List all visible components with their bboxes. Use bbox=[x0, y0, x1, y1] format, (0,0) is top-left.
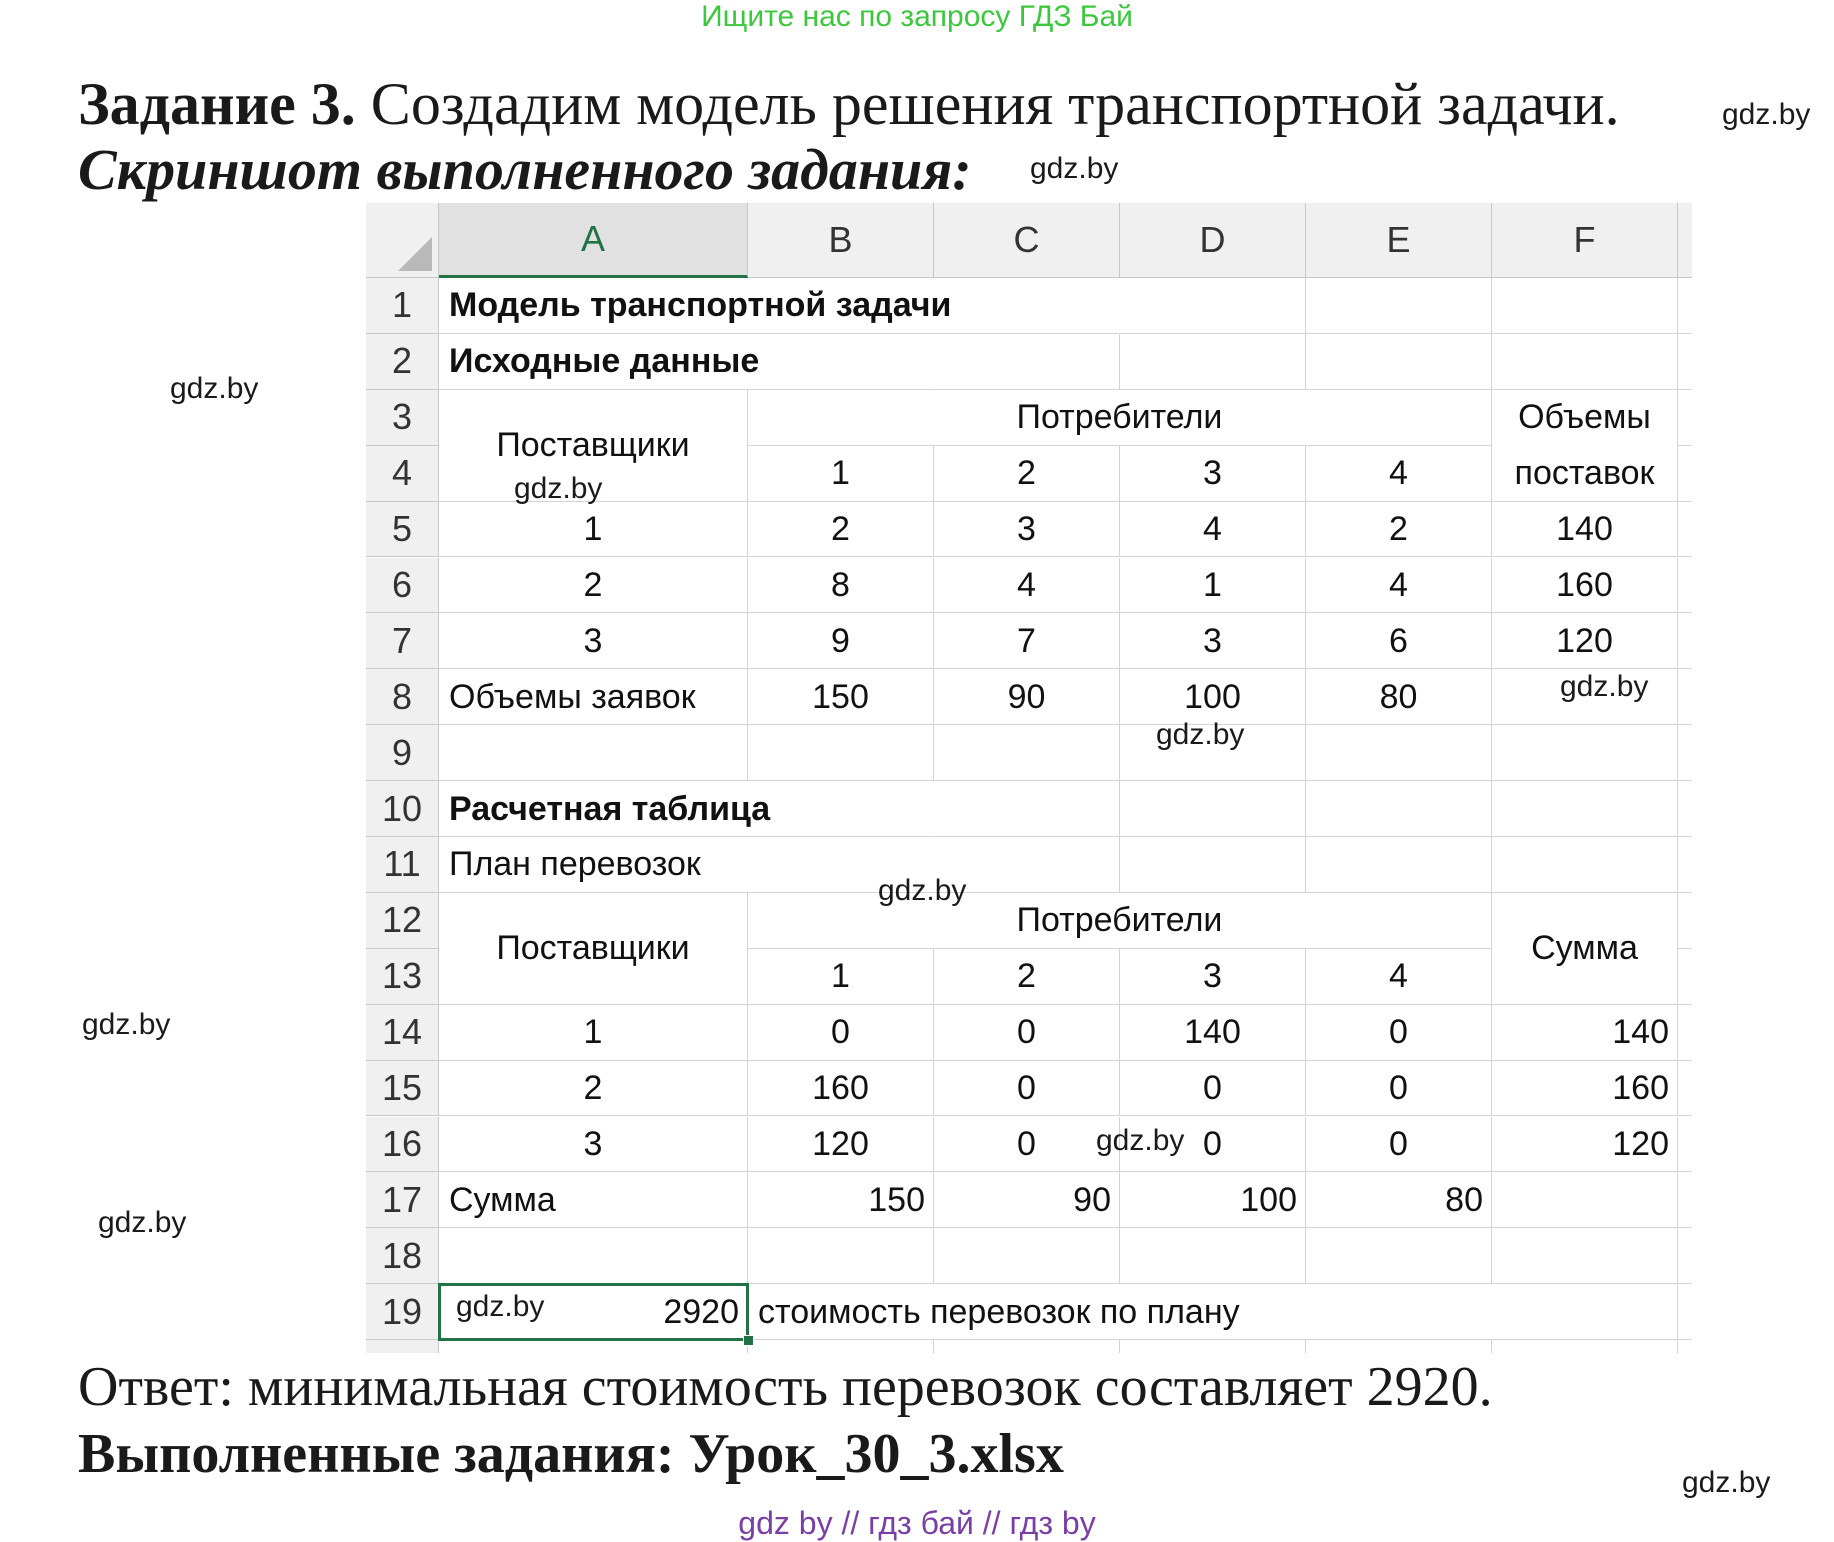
select-all-corner[interactable] bbox=[366, 203, 439, 278]
watermark: gdz.by bbox=[1722, 98, 1811, 131]
row-header-6[interactable]: 6 bbox=[366, 558, 439, 614]
cell[interactable] bbox=[1678, 278, 1692, 334]
spreadsheet-screenshot bbox=[366, 203, 1692, 1353]
cell[interactable] bbox=[1306, 837, 1492, 893]
column-header-e[interactable]: E bbox=[1306, 203, 1492, 278]
cell[interactable] bbox=[1678, 781, 1692, 837]
cell[interactable] bbox=[1678, 1228, 1692, 1284]
cell[interactable] bbox=[1306, 334, 1492, 390]
cost-value[interactable]: 1 bbox=[1120, 558, 1306, 614]
cell[interactable] bbox=[1306, 278, 1492, 334]
column-sum-value[interactable]: 100 bbox=[1120, 1172, 1306, 1228]
supplier-number[interactable]: 3 bbox=[439, 613, 748, 669]
plan-consumer-number[interactable]: 2 bbox=[934, 949, 1120, 1005]
row-header-2[interactable]: 2 bbox=[366, 334, 439, 390]
watermark: gdz.by bbox=[98, 1206, 187, 1239]
cell[interactable] bbox=[439, 1340, 748, 1353]
total-cost-label[interactable]: стоимость перевозок по плану bbox=[748, 1284, 1492, 1340]
watermark: gdz.by bbox=[1682, 1466, 1771, 1499]
cell[interactable] bbox=[1678, 1172, 1692, 1228]
plan-supplier-number[interactable]: 1 bbox=[439, 1005, 748, 1061]
task-heading bbox=[78, 70, 1620, 139]
completed-file: Выполненные задания: Урок_30_3.xlsx bbox=[78, 1423, 1064, 1485]
cell[interactable] bbox=[1492, 1228, 1678, 1284]
supply-value[interactable]: 160 bbox=[1492, 558, 1678, 614]
consumer-number[interactable]: 3 bbox=[1120, 446, 1306, 502]
watermark: gdz.by bbox=[1156, 718, 1245, 751]
cost-value[interactable]: 4 bbox=[934, 558, 1120, 614]
cell[interactable] bbox=[1678, 1061, 1692, 1117]
row-header-3[interactable]: 3 bbox=[366, 390, 439, 446]
supply-volumes-label[interactable] bbox=[1492, 390, 1678, 502]
row-sum-value[interactable]: 160 bbox=[1492, 1061, 1678, 1117]
row-header-15[interactable]: 15 bbox=[366, 1061, 439, 1117]
cost-value[interactable]: 4 bbox=[1120, 502, 1306, 558]
row-header-5[interactable]: 5 bbox=[366, 502, 439, 558]
cost-value[interactable]: 8 bbox=[748, 558, 934, 614]
demand-value[interactable]: 90 bbox=[934, 669, 1120, 725]
column-header-d[interactable]: D bbox=[1120, 203, 1306, 278]
footer-links: gdz by // гдз бай // гдз by bbox=[738, 1505, 1096, 1541]
cell[interactable] bbox=[1678, 837, 1692, 893]
cell[interactable] bbox=[1678, 1005, 1692, 1061]
plan-value[interactable]: 0 bbox=[1306, 1005, 1492, 1061]
plan-suppliers-label[interactable]: Поставщики bbox=[439, 893, 748, 1005]
cost-value[interactable]: 7 bbox=[934, 613, 1120, 669]
demand-value[interactable]: 100 bbox=[1120, 669, 1306, 725]
row-header-14[interactable]: 14 bbox=[366, 1005, 439, 1061]
row-header-17[interactable]: 17 bbox=[366, 1172, 439, 1228]
row-header-10[interactable]: 10 bbox=[366, 781, 439, 837]
demand-label[interactable]: Объемы заявок bbox=[439, 669, 748, 725]
column-sum-value[interactable]: 150 bbox=[748, 1172, 934, 1228]
cell[interactable] bbox=[1678, 502, 1692, 558]
cell[interactable] bbox=[1492, 334, 1678, 390]
cell[interactable] bbox=[748, 725, 934, 781]
cell[interactable] bbox=[1492, 278, 1678, 334]
plan-value[interactable]: 0 bbox=[934, 1117, 1120, 1173]
cell[interactable] bbox=[1492, 781, 1678, 837]
cost-value[interactable]: 3 bbox=[1120, 613, 1306, 669]
consumer-number[interactable]: 2 bbox=[934, 446, 1120, 502]
cell[interactable] bbox=[1678, 949, 1692, 1005]
consumers-label[interactable]: Потребители bbox=[748, 390, 1492, 446]
watermark: gdz.by bbox=[878, 874, 967, 907]
column-header-g[interactable] bbox=[1678, 203, 1692, 278]
cell[interactable] bbox=[1678, 1340, 1692, 1353]
cell[interactable] bbox=[1678, 725, 1692, 781]
supplier-number[interactable]: 2 bbox=[439, 558, 748, 614]
cost-value[interactable]: 4 bbox=[1306, 558, 1492, 614]
cell[interactable] bbox=[1306, 1340, 1492, 1353]
cell[interactable] bbox=[1120, 278, 1306, 334]
watermark: gdz.by bbox=[170, 372, 259, 405]
row-header-19[interactable]: 19 bbox=[366, 1284, 439, 1340]
plan-consumer-number[interactable]: 3 bbox=[1120, 949, 1306, 1005]
column-sum-value[interactable]: 80 bbox=[1306, 1172, 1492, 1228]
suppliers-label[interactable]: Поставщики bbox=[439, 390, 748, 502]
cell[interactable] bbox=[934, 1228, 1120, 1284]
cell[interactable] bbox=[1678, 558, 1692, 614]
cell[interactable] bbox=[1120, 1340, 1306, 1353]
row-header-18[interactable]: 18 bbox=[366, 1228, 439, 1284]
plan-value[interactable]: 0 bbox=[1120, 1117, 1306, 1173]
plan-value[interactable]: 0 bbox=[1306, 1061, 1492, 1117]
supply-volumes-label-line1: Объемы bbox=[1518, 398, 1651, 437]
plan-value[interactable]: 140 bbox=[1120, 1005, 1306, 1061]
task-text: Создадим модель решения транспортной задачи. bbox=[355, 71, 1620, 137]
cell[interactable] bbox=[1120, 1228, 1306, 1284]
cell[interactable] bbox=[934, 781, 1120, 837]
plan-value[interactable]: 0 bbox=[934, 1061, 1120, 1117]
cell[interactable] bbox=[439, 725, 748, 781]
plan-value[interactable]: 0 bbox=[748, 1005, 934, 1061]
cell[interactable] bbox=[1492, 1340, 1678, 1353]
row-header-1[interactable]: 1 bbox=[366, 278, 439, 334]
cell[interactable] bbox=[1678, 1284, 1692, 1340]
demand-value[interactable]: 150 bbox=[748, 669, 934, 725]
plan-value[interactable]: 0 bbox=[1120, 1061, 1306, 1117]
cell[interactable] bbox=[1306, 725, 1492, 781]
row-sum-value[interactable]: 140 bbox=[1492, 1005, 1678, 1061]
row-header-11[interactable]: 11 bbox=[366, 837, 439, 893]
cell[interactable] bbox=[1306, 1228, 1492, 1284]
cell[interactable] bbox=[1306, 781, 1492, 837]
cost-value[interactable]: 9 bbox=[748, 613, 934, 669]
column-header-a[interactable]: A bbox=[439, 203, 748, 278]
row-header-8[interactable]: 8 bbox=[366, 669, 439, 725]
cell[interactable] bbox=[1678, 893, 1692, 949]
row-header-4[interactable]: 4 bbox=[366, 446, 439, 502]
calc-table-header[interactable]: Расчетная таблица bbox=[439, 781, 934, 837]
cell[interactable] bbox=[1678, 613, 1692, 669]
cell[interactable] bbox=[439, 1228, 748, 1284]
supplier-number[interactable]: 1 bbox=[439, 502, 748, 558]
task-label: Задание 3. bbox=[78, 71, 356, 137]
cell[interactable] bbox=[1120, 334, 1306, 390]
plan-consumers-label[interactable]: Потребители bbox=[748, 893, 1492, 949]
plan-value[interactable]: 0 bbox=[1306, 1117, 1492, 1173]
consumer-number[interactable]: 4 bbox=[1306, 446, 1492, 502]
cell[interactable] bbox=[1120, 781, 1306, 837]
cell[interactable] bbox=[934, 1340, 1120, 1353]
total-cost-value[interactable]: 2920 bbox=[439, 1284, 748, 1340]
cell[interactable] bbox=[1678, 1117, 1692, 1173]
cell[interactable] bbox=[1492, 837, 1678, 893]
cell[interactable] bbox=[1492, 725, 1678, 781]
plan-value[interactable]: 160 bbox=[748, 1061, 934, 1117]
consumer-number[interactable]: 1 bbox=[748, 446, 934, 502]
cost-value[interactable]: 2 bbox=[1306, 502, 1492, 558]
row-header-16[interactable]: 16 bbox=[366, 1117, 439, 1173]
plan-value[interactable]: 0 bbox=[934, 1005, 1120, 1061]
watermark: gdz.by bbox=[1096, 1124, 1185, 1157]
cell[interactable] bbox=[748, 1340, 934, 1353]
top-banner: Ищите нас по запросу ГДЗ Бай bbox=[701, 0, 1133, 33]
watermark: gdz.by bbox=[1030, 152, 1119, 185]
row-header-7[interactable]: 7 bbox=[366, 613, 439, 669]
cell[interactable] bbox=[748, 1228, 934, 1284]
plan-consumer-number[interactable]: 1 bbox=[748, 949, 934, 1005]
row-header-12[interactable]: 12 bbox=[366, 893, 439, 949]
column-sum-label[interactable]: Сумма bbox=[439, 1172, 748, 1228]
cost-value[interactable]: 2 bbox=[748, 502, 934, 558]
cell[interactable] bbox=[1492, 1172, 1678, 1228]
cell[interactable] bbox=[1492, 1284, 1678, 1340]
fill-handle[interactable] bbox=[743, 1335, 754, 1346]
row-header-9[interactable]: 9 bbox=[366, 725, 439, 781]
demand-value[interactable]: 80 bbox=[1306, 669, 1492, 725]
cost-value[interactable]: 3 bbox=[934, 502, 1120, 558]
cell[interactable] bbox=[1678, 390, 1692, 446]
watermark: gdz.by bbox=[456, 1290, 545, 1323]
plan-value[interactable]: 120 bbox=[748, 1117, 934, 1173]
source-data-header[interactable]: Исходные данные bbox=[439, 334, 934, 390]
row-header-13[interactable]: 13 bbox=[366, 949, 439, 1005]
screenshot-label: Скриншот выполненного задания: bbox=[78, 137, 972, 202]
row-sum-value[interactable]: 120 bbox=[1492, 1117, 1678, 1173]
column-header-f[interactable]: F bbox=[1492, 203, 1678, 278]
supply-volumes-label-line2: поставок bbox=[1514, 453, 1655, 492]
column-sum-value[interactable]: 90 bbox=[934, 1172, 1120, 1228]
plan-supplier-number[interactable]: 3 bbox=[439, 1117, 748, 1173]
column-header-b[interactable]: B bbox=[748, 203, 934, 278]
plan-label[interactable]: План перевозок bbox=[439, 837, 934, 893]
cell[interactable] bbox=[1678, 669, 1692, 725]
answer-text: Ответ: минимальная стоимость перевозок составляет 2920. bbox=[78, 1356, 1493, 1418]
cell[interactable] bbox=[1120, 837, 1306, 893]
cost-value[interactable]: 6 bbox=[1306, 613, 1492, 669]
row-header-20[interactable] bbox=[366, 1340, 439, 1353]
supply-value[interactable]: 120 bbox=[1492, 613, 1678, 669]
plan-supplier-number[interactable]: 2 bbox=[439, 1061, 748, 1117]
column-header-c[interactable]: C bbox=[934, 203, 1120, 278]
cell[interactable] bbox=[1678, 334, 1692, 390]
watermark: gdz.by bbox=[1560, 670, 1649, 703]
supply-value[interactable]: 140 bbox=[1492, 502, 1678, 558]
cell[interactable] bbox=[934, 725, 1120, 781]
cell[interactable] bbox=[1678, 446, 1692, 502]
sheet-title[interactable]: Модель транспортной задачи bbox=[439, 278, 1120, 334]
plan-consumer-number[interactable]: 4 bbox=[1306, 949, 1492, 1005]
watermark: gdz.by bbox=[82, 1008, 171, 1041]
watermark: gdz.by bbox=[514, 472, 603, 505]
cell[interactable] bbox=[934, 334, 1120, 390]
row-sum-label[interactable]: Сумма bbox=[1492, 893, 1678, 1005]
